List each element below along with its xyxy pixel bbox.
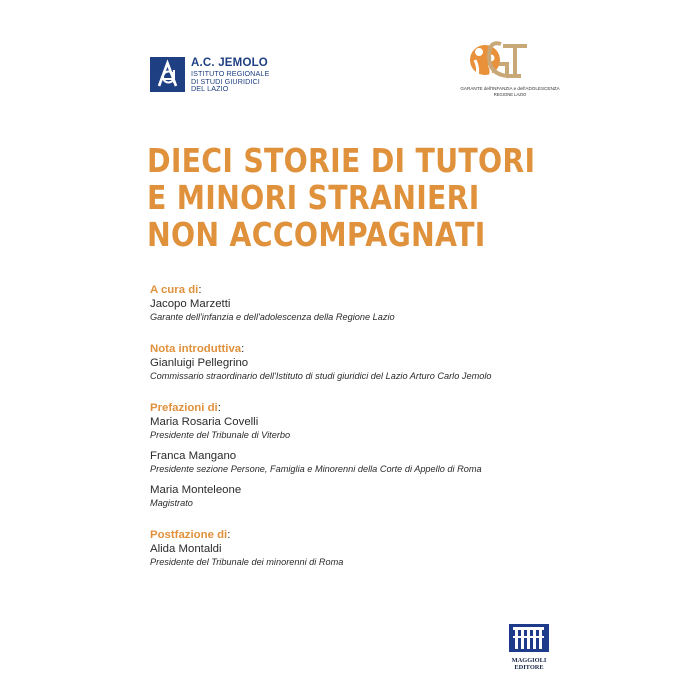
title-line: NON ACCOMPAGNATI	[147, 215, 486, 254]
curatore-label: A cura di	[150, 284, 199, 296]
postfazione-section	[150, 528, 570, 568]
person-role: Presidente del Tribunale dei minorenni di Roma	[150, 557, 344, 567]
postfazione-label: Postfazione di	[150, 529, 228, 541]
jemolo-logo-name: A.C. JEMOLO	[191, 57, 268, 69]
title-line: DIECI STORIE DI TUTORI	[147, 141, 536, 180]
person-role: Commissario straordinario dell'Istituto di studi giuridici del Lazio Arturo Carlo Jemolo	[150, 371, 492, 381]
person-name: Maria Monteleone	[150, 484, 242, 496]
person-role: Garante dell'infanzia e dell'adolescenza della Regione Lazio	[150, 312, 395, 322]
section-label	[150, 401, 570, 415]
jemolo-monogram-icon	[150, 57, 185, 92]
label-colon: :	[227, 529, 231, 541]
publisher-line: EDITORE	[514, 663, 544, 671]
book-title	[147, 142, 535, 253]
section-label	[150, 528, 570, 542]
title-line: E MINORI STRANIERI	[147, 178, 480, 217]
jemolo-logo-subtitle	[191, 70, 269, 93]
prefazioni-label: Prefazioni di	[150, 402, 218, 414]
label-colon: :	[198, 284, 202, 296]
person-role: Presidente sezione Persone, Famiglia e Minorenni della Corte di Appello di Roma	[150, 464, 482, 474]
garante-caption-region: REGIONE LAZIO	[493, 92, 527, 97]
garante-logo	[455, 38, 565, 97]
person-name: Franca Mangano	[150, 450, 237, 462]
jemolo-subtitle-line: ISTITUTO REGIONALE	[191, 69, 270, 78]
credits	[150, 283, 570, 568]
jemolo-subtitle-line: DEL LAZIO	[191, 84, 229, 94]
garante-emblem-icon	[465, 38, 535, 84]
maggioli-logo-icon	[509, 624, 549, 652]
curatore-section	[150, 283, 570, 323]
maggioli-logo-text	[507, 658, 551, 671]
person-role: Presidente del Tribunale di Viterbo	[150, 430, 291, 440]
person-role: Magistrato	[150, 498, 193, 508]
section-label	[150, 342, 570, 356]
garante-caption: GARANTE dell'INFANZIA e dell'ADOLESCENZA	[460, 86, 560, 91]
label-colon: :	[217, 402, 221, 414]
nota-section	[150, 342, 570, 382]
prefazioni-section	[150, 401, 570, 509]
jemolo-logo	[150, 57, 269, 93]
section-label	[150, 283, 570, 297]
person-name: Alida Montaldi	[150, 543, 222, 555]
person-name: Maria Rosaria Covelli	[150, 416, 259, 428]
person-name: Gianluigi Pellegrino	[150, 357, 249, 369]
label-colon: :	[241, 343, 245, 355]
publisher-line: MAGGIOLI	[511, 657, 547, 664]
nota-label: Nota introduttiva	[150, 343, 242, 355]
jemolo-subtitle-line: DI STUDI GIURIDICI	[191, 76, 260, 86]
person-name: Jacopo Marzetti	[150, 298, 231, 310]
maggioli-logo	[507, 624, 551, 671]
